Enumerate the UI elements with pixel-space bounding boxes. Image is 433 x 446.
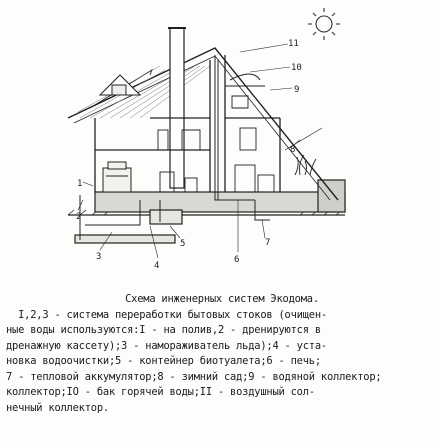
label-9: 9 — [294, 85, 300, 95]
label-6: 6 — [234, 255, 240, 265]
stove — [103, 162, 131, 192]
caption-line: дренажную кассету);3 - намораживатель льда);4 - уста- — [6, 339, 327, 352]
dormer — [100, 75, 140, 95]
leader-lines — [78, 44, 300, 258]
label-2: 2 — [76, 212, 82, 222]
caption — [6, 292, 428, 416]
caption-line: новка водоочистки;5 - контейнер биотуалета;6 - печь; — [6, 355, 321, 367]
sun-icon — [308, 8, 340, 40]
label-11: 11 — [288, 39, 299, 49]
caption-line: ные воды используются:I - на полив,2 - дренируются в — [6, 324, 321, 336]
caption-line: 7 - тепловой аккумулятор;8 - зимний сад;9 - водяной коллектор; — [6, 370, 382, 383]
caption-line: I,2,3 - система переработки бытовых стоков (очищен- — [6, 308, 327, 321]
caption-line: нечный коллектор. — [6, 401, 109, 414]
caption-title: Схема инженерных систем Экодома. — [125, 293, 319, 305]
chimney — [168, 28, 186, 188]
label-1: 1 — [77, 179, 83, 189]
caption-line: коллектор;IO - бак горячей воды;II - воздушный сол- — [6, 386, 315, 398]
label-4: 4 — [154, 261, 160, 271]
label-8: 8 — [290, 145, 296, 155]
roof-hatching — [78, 66, 210, 118]
label-10: 10 — [291, 63, 302, 73]
label-5: 5 — [180, 239, 186, 249]
label-7: 7 — [265, 238, 271, 248]
label-3: 3 — [96, 252, 102, 262]
